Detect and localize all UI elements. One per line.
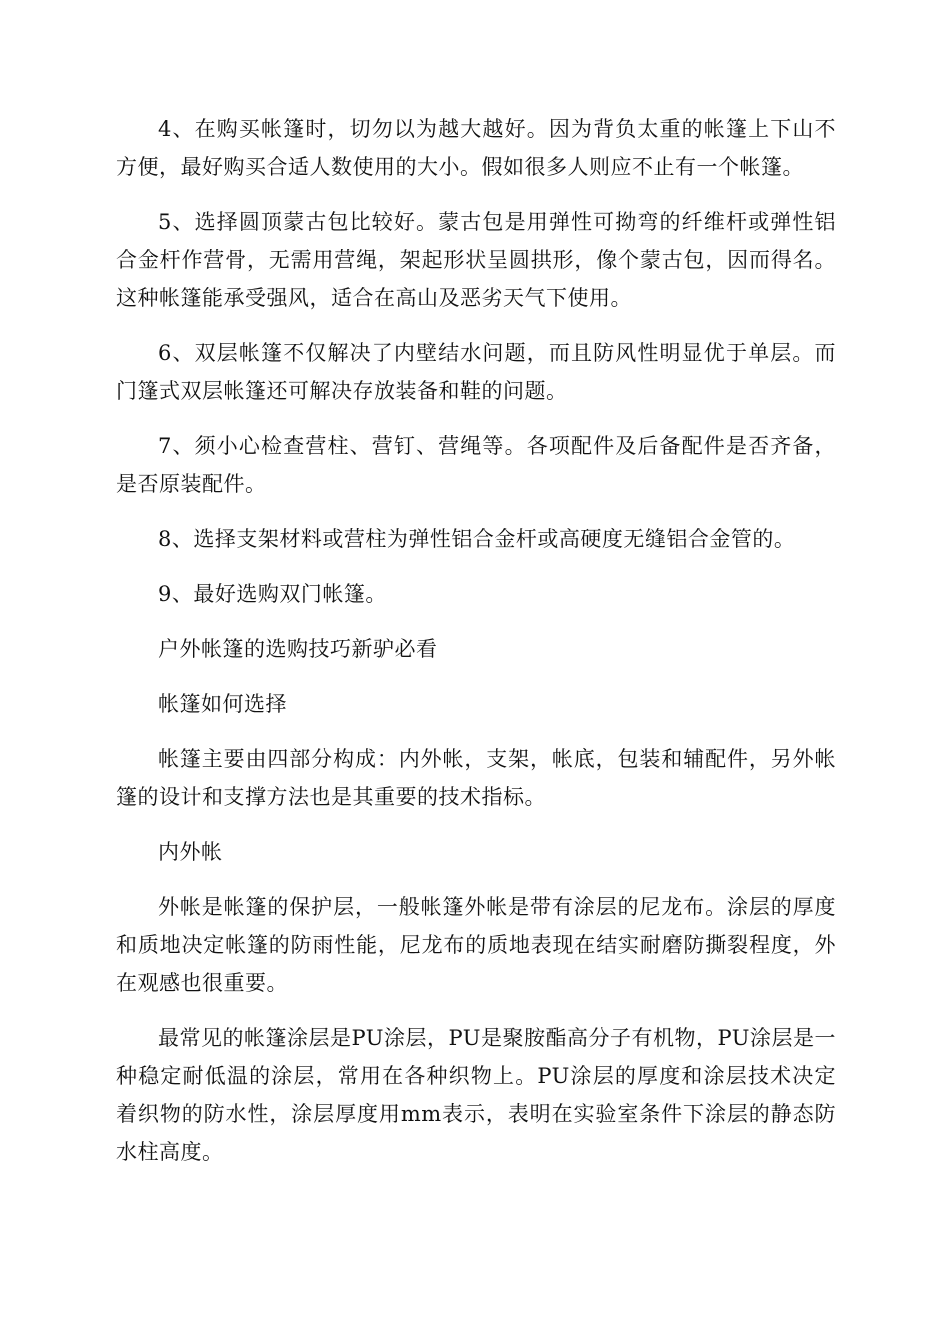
section-heading-how-to-choose: 帐篷如何选择 xyxy=(158,692,287,716)
paragraph-tip-4: 4、在购买帐篷时，切勿以为越大越好。因为背负太重的帐篷上下山不方便，最好购买合适人数使用的大小。假如很多人则应不止有一个帐篷。 xyxy=(116,117,836,179)
paragraph-tip-7: 7、须小心检查营柱、营钉、营绳等。各项配件及后备配件是否齐备，是否原装配件。 xyxy=(116,434,836,496)
section-heading-buying-tips: 户外帐篷的选购技巧新驴必看 xyxy=(158,637,438,661)
paragraph-tip-9: 9、最好选购双门帐篷。 xyxy=(158,582,387,606)
paragraph-pu-coating: 最常见的帐篷涂层是PU涂层，PU是聚胺酯高分子有机物，PU涂层是一种稳定耐低温的涂层，常用在各种织物上。PU涂层的厚度和涂层技术决定着织物的防水性，涂层厚度用mm表示，表明在实验室条件下涂层的静态防水柱高度。 xyxy=(116,1026,836,1164)
paragraph-outer-tent: 外帐是帐篷的保护层，一般帐篷外帐是带有涂层的尼龙布。涂层的厚度和质地决定帐篷的防雨性能，尼龙布的质地表现在结实耐磨防撕裂程度，外在观感也很重要。 xyxy=(116,895,836,995)
paragraph-tip-5: 5、选择圆顶蒙古包比较好。蒙古包是用弹性可拗弯的纤维杆或弹性铝合金杆作营骨，无需用营绳，架起形状呈圆拱形，像个蒙古包，因而得名。这种帐篷能承受强风，适合在高山及恶劣天气下使用。 xyxy=(116,210,836,310)
paragraph-tip-6: 6、双层帐篷不仅解决了内壁结水问题，而且防风性明显优于单层。而门篷式双层帐篷还可解决存放装备和鞋的问题。 xyxy=(116,341,836,403)
paragraph-tent-components: 帐篷主要由四部分构成：内外帐，支架，帐底，包装和辅配件，另外帐篷的设计和支撑方法也是其重要的技术指标。 xyxy=(116,747,836,809)
document-body xyxy=(116,110,836,1188)
paragraph-tip-8: 8、选择支架材料或营柱为弹性铝合金杆或高硬度无缝铝合金管的。 xyxy=(158,527,796,551)
section-heading-inner-outer-tent: 内外帐 xyxy=(158,840,223,864)
